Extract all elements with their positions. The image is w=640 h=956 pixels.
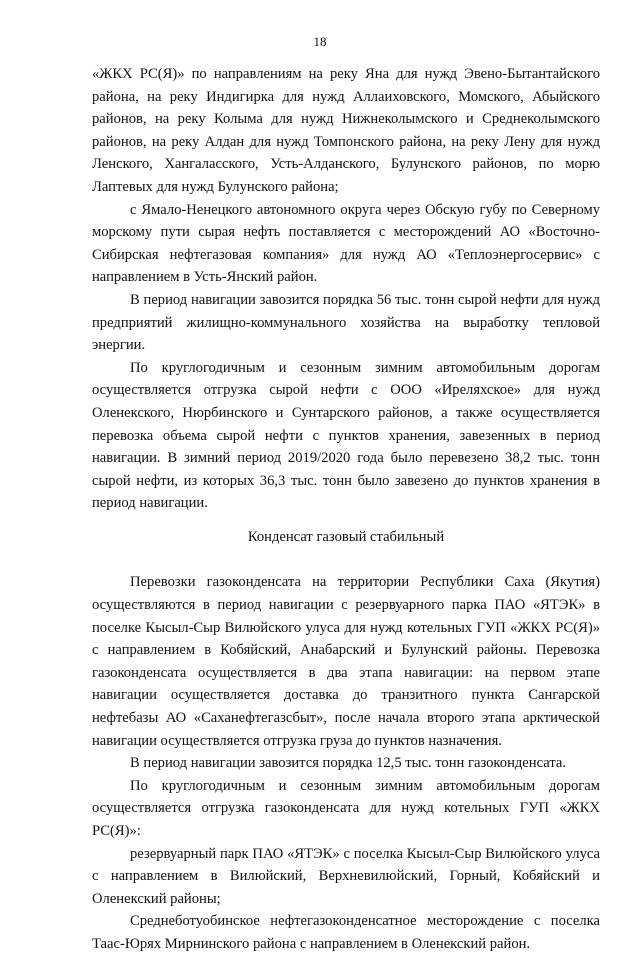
paragraph-reservoir-park: резервуарный парк ПАО «ЯТЭК» с поселка Кысыл-Сыр Вилюйского улуса с направлением в Вилюйский, Верхневилюйский, Горный, Кобяйский и Оленекский районы; bbox=[92, 845, 600, 907]
document-body bbox=[92, 63, 600, 956]
paragraph-winter-roads-condensate: По круглогодичным и сезонным зимним автомобильным дорогам осуществляется отгрузка газоконденсата для нужд котельных ГУП «ЖКХ РС(Я)»: bbox=[92, 777, 600, 839]
page-number: 18 bbox=[313, 34, 327, 49]
paragraph-yamal-supply: с Ямало-Ненецкого автономного округа через Обскую губу по Северному морскому пути сырая нефть поставляется с месторождений АО «Восточно-Сибирская нефтегазовая компания» для нужд АО «Теплоэнергосервис» с направлением в Усть-Янский район. bbox=[92, 201, 600, 286]
paragraph-srednebotuobinskoe: Среднеботуобинское нефтегазоконденсатное месторождение с поселка Таас-Юрях Мирнинского района с направлением в Оленекский район. bbox=[92, 913, 600, 952]
spacer bbox=[92, 515, 600, 526]
paragraph-navigation-crude-volume: В период навигации завозится порядка 56 тыс. тонн сырой нефти для нужд предприятий жилищно-коммунального хозяйства на выработку тепловой энергии. bbox=[92, 291, 600, 354]
paragraph-condensate-transport: Перевозки газоконденсата на территории Республики Саха (Якутия) осуществляются в период навигации с резервуарного парка ПАО «ЯТЭК» в поселке Кысыл-Сыр Вилюйского улуса для нужд котельных ГУП «ЖКХ РС(Я)» с направлением в Кобяйский, Анабарский и Булунский районы. Перевозка газоконденсата осуществляется в два этапа навигации: на первом этапе навигации осуществляется доставка до транзитного пункта Сангарской нефтебазы АО «Саханефтегазсбыт», после начала второго этапа арктической навигации осуществляется отгрузка груза до пунктов назначения. bbox=[92, 574, 600, 749]
paragraph-navigation-condensate-volume: В период навигации завозится порядка 12,5 тыс. тонн газоконденсата. bbox=[130, 755, 567, 772]
paragraph-continuation: «ЖКХ РС(Я)» по направлениям на реку Яна для нужд Эвено-Бытантайского района, на реку Индигирка для нужд Аллаиховского, Момского, Абыйского районов, на реку Колыма для нужд Нижнеколымского и Среднеколымского районов, на реку Алдан для нужд Томпонского района, на реку Лену для нужд Ленского, Хангаласского, Усть-Алданского, Булунского районов, по морю Лаптевых для нужд Булунского района; bbox=[92, 66, 600, 195]
paragraph-winter-roads-crude: По круглогодичным и сезонным зимним автомобильным дорогам осуществляется отгрузка сырой нефти с ООО «Иреляхское» для нужд Оленекского, Нюрбинского и Сунтарского районов, а также осуществляется перевозка объема сырой нефти с пунктов хранения, завезенных в период навигации. В зимний период 2019/2020 года было перевезено 38,2 тыс. тонн сырой нефти, из которых 36,3 тыс. тонн было завезено до пунктов хранения в период навигации. bbox=[92, 359, 600, 512]
spacer bbox=[92, 548, 600, 571]
section-heading: Конденсат газовый стабильный bbox=[247, 528, 445, 545]
